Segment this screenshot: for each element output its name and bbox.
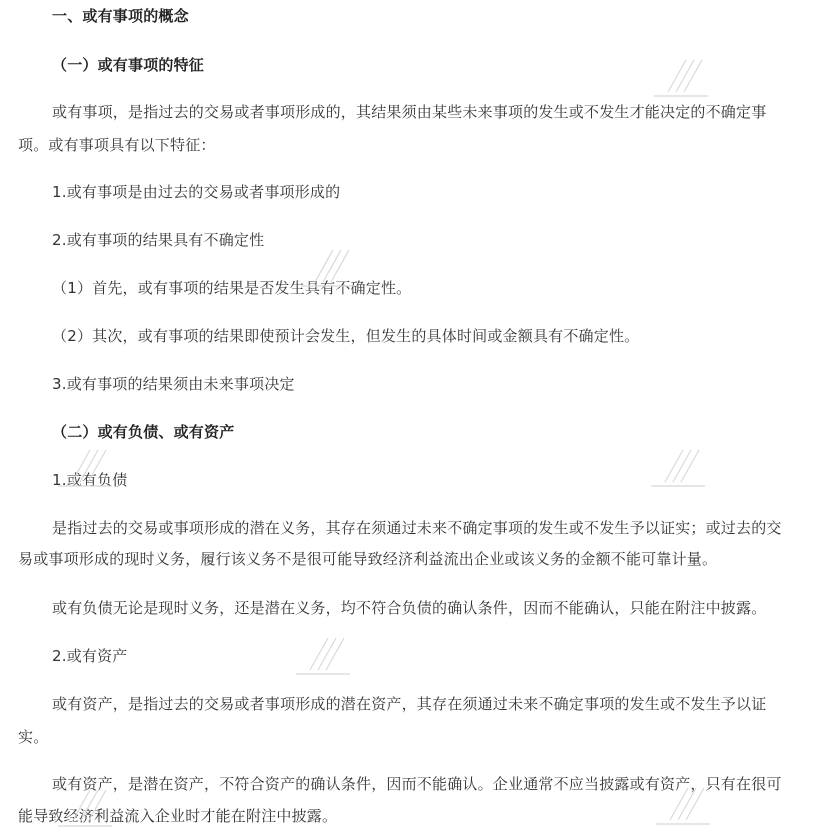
asset-title: 2.或有资产	[52, 647, 128, 665]
paragraph-intro-line1: 或有事项，是指过去的交易或者事项形成的，其结果须由某些未来事项的发生或不发生才能决定的不确定事	[52, 103, 767, 121]
liability-definition-line1: 是指过去的交易或事项形成的潜在义务，其存在须通过未来不确定事项的发生或不发生予以证实；或过去的交	[52, 519, 782, 537]
feature-item-3: 3.或有事项的结果须由未来事项决定	[52, 375, 295, 393]
asset-definition-line2: 实。	[18, 728, 49, 746]
asset-note-line2: 能导致经济利益流入企业时才能在附注中披露。	[18, 807, 338, 825]
subsection-heading-liabilities-assets: （二）或有负债、或有资产	[52, 423, 235, 441]
liability-note: 或有负债无论是现时义务，还是潜在义务，均不符合负债的确认条件，因而不能确认，只能在附注中披露。	[52, 599, 767, 617]
feature-item-2a: （1）首先，或有事项的结果是否发生具有不确定性。	[52, 279, 412, 297]
asset-note-line1: 或有资产，是潜在资产，不符合资产的确认条件，因而不能确认。企业通常不应当披露或有资产，只有在很可	[52, 775, 782, 793]
feature-item-2b: （2）其次，或有事项的结果即使预计会发生，但发生的具体时间或金额具有不确定性。	[52, 327, 640, 345]
subsection-heading-features: （一）或有事项的特征	[52, 56, 205, 74]
paragraph-intro-line2: 项。或有事项具有以下特征：	[18, 136, 216, 154]
liability-title: 1.或有负债	[52, 471, 128, 489]
section-heading: 一、或有事项的概念	[52, 7, 189, 25]
feature-item-1: 1.或有事项是由过去的交易或者事项形成的	[52, 183, 341, 201]
feature-item-2: 2.或有事项的结果具有不确定性	[52, 231, 265, 249]
asset-definition-line1: 或有资产，是指过去的交易或者事项形成的潜在资产，其存在须通过未来不确定事项的发生或不发生予以证	[52, 695, 767, 713]
liability-definition-line2: 易或事项形成的现时义务，履行该义务不是很可能导致经济利益流出企业或该义务的金额不能可靠计量。	[18, 550, 718, 568]
